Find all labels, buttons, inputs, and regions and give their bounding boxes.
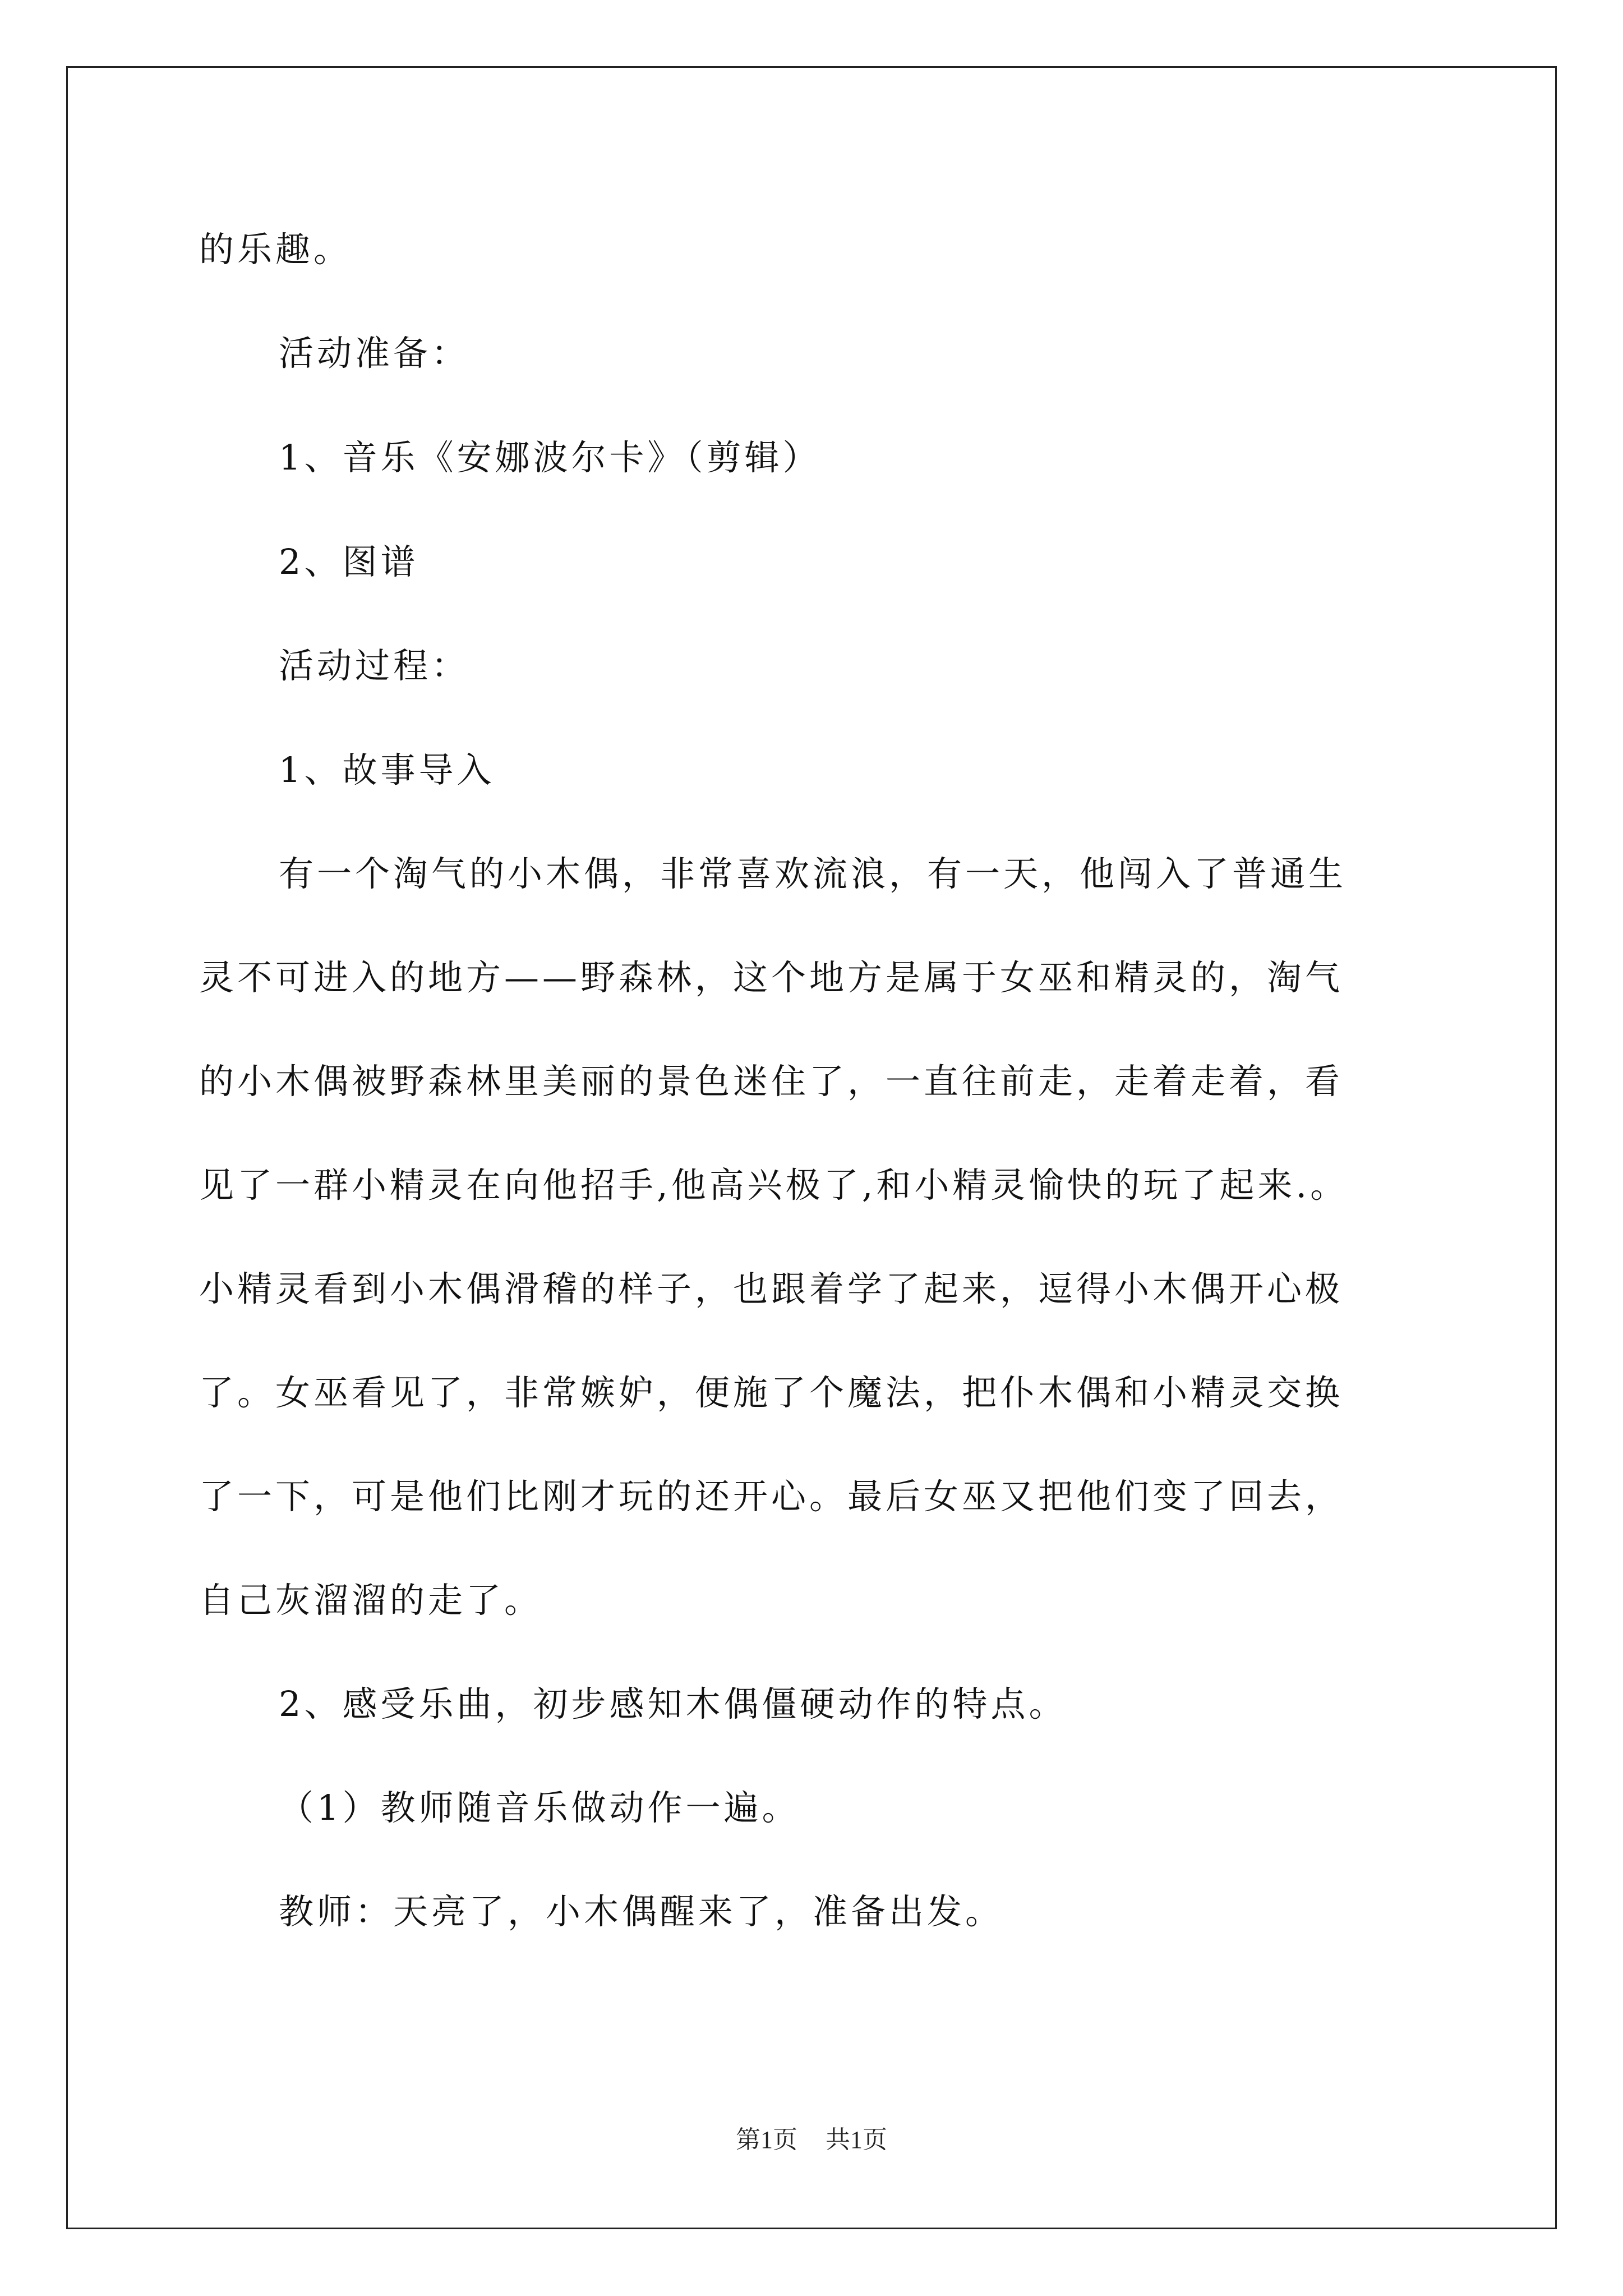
- text-line: 教师：天亮了，小木偶醒来了，准备出发。: [279, 1891, 1004, 1932]
- text-line: 有一个淘气的小木偶，非常喜欢流浪，有一天，他闯入了普通生: [279, 853, 1347, 894]
- text-line: 自己灰溜溜的走了。: [199, 1580, 543, 1621]
- text-line: 1、音乐《安娜波尔卡》（剪辑）: [279, 437, 821, 478]
- text-line: 见了一群小精灵在向他招手,他高兴极了,和小精灵愉快的玩了起来.。: [199, 1165, 1349, 1205]
- text-line: （1）教师随音乐做动作一遍。: [279, 1787, 800, 1828]
- text-line: 活动过程：: [279, 645, 470, 686]
- page-footer: [0, 2123, 1623, 2157]
- text-line: 2、图谱: [279, 541, 419, 582]
- text-line: 1、故事导入: [279, 749, 495, 790]
- text-line: 活动准备：: [279, 333, 470, 374]
- page-number: 第1页: [736, 2126, 797, 2154]
- text-line: 小精灵看到小木偶滑稽的样子，也跟着学了起来，逗得小木偶开心极: [199, 1268, 1344, 1309]
- page-total: 共1页: [826, 2126, 887, 2154]
- text-line: 的乐趣。: [199, 229, 352, 270]
- text-line: 2、感受乐曲，初步感知木偶僵硬动作的特点。: [279, 1683, 1067, 1724]
- text-line: 灵不可进入的地方——野森林，这个地方是属于女巫和精灵的，淘气: [199, 957, 1344, 998]
- text-line: 了一下，可是他们比刚才玩的还开心。最后女巫又把他们变了回去，: [199, 1476, 1344, 1517]
- text-line: 了。女巫看见了，非常嫉妒，便施了个魔法，把仆木偶和小精灵交换: [199, 1372, 1344, 1413]
- text-line: 的小木偶被野森林里美丽的景色迷住了，一直往前走，走着走着，看: [199, 1061, 1344, 1102]
